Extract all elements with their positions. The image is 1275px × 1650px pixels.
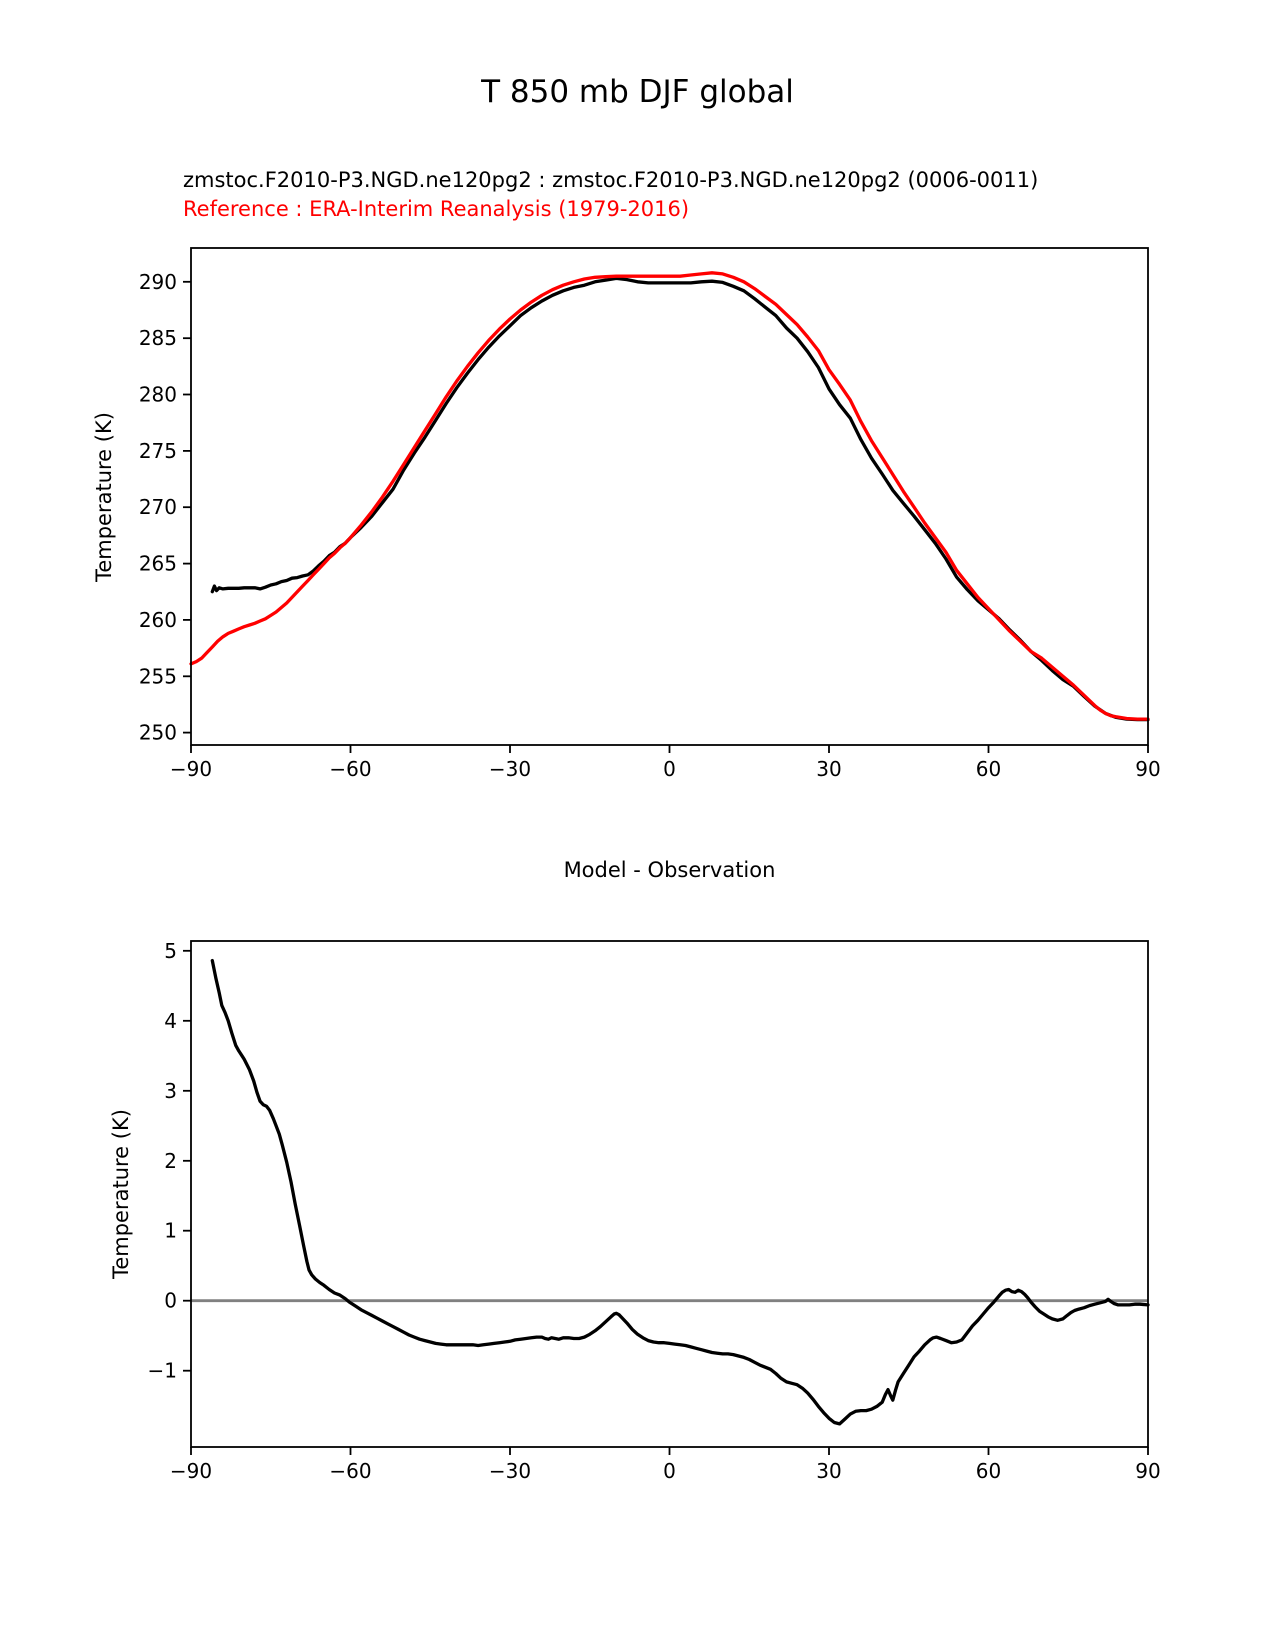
x-tick-label: −30 [488, 757, 532, 781]
x-tick-label: −30 [488, 1459, 532, 1483]
x-tick-label: 30 [816, 757, 842, 781]
y-tick-label: 250 [138, 720, 177, 745]
bottom-chart-y-axis-label: Temperature (K) [109, 1109, 133, 1279]
y-tick-label: 265 [138, 551, 177, 576]
series-reference-line [191, 273, 1148, 719]
y-tick-label: 2 [164, 1148, 177, 1173]
figure-title: T 850 mb DJF global [481, 74, 794, 110]
series-difference-line [212, 961, 1148, 1424]
axes-frame [191, 941, 1148, 1447]
y-tick-label: 255 [138, 664, 177, 689]
y-tick-label: 290 [138, 269, 177, 294]
x-tick-label: 90 [1135, 757, 1161, 781]
x-tick-label: 0 [663, 1459, 676, 1483]
x-tick-label: 30 [816, 1459, 842, 1483]
y-tick-label: 275 [138, 438, 177, 463]
y-tick-label: 3 [164, 1078, 177, 1103]
x-tick-label: 90 [1135, 1459, 1161, 1483]
y-tick-label: −1 [147, 1358, 177, 1383]
bottom-chart-title: Model - Observation [563, 858, 776, 882]
legend-reference-label: Reference : ERA-Interim Reanalysis (1979-2016) [183, 197, 690, 221]
axes-frame [191, 248, 1148, 745]
y-tick-label: 4 [164, 1008, 177, 1033]
top-chart-y-axis-label: Temperature (K) [92, 412, 116, 582]
y-tick-label: 0 [164, 1288, 177, 1313]
model-minus-observation-chart [148, 939, 1161, 1483]
t850-zonal-mean-chart [139, 248, 1161, 781]
x-tick-label: −60 [329, 1459, 372, 1483]
y-tick-label: 5 [164, 938, 177, 963]
series-model-line [212, 278, 1148, 719]
x-tick-label: 60 [975, 757, 1002, 781]
y-tick-label: 285 [138, 326, 177, 351]
x-tick-label: −90 [169, 1459, 213, 1483]
x-tick-label: 60 [975, 1459, 1002, 1483]
legend-model-label: zmstoc.F2010-P3.NGD.ne120pg2 : zmstoc.F2010-P3.NGD.ne120pg2 (0006-0011) [183, 168, 1039, 192]
y-tick-label: 260 [138, 607, 177, 632]
y-tick-label: 280 [138, 382, 177, 407]
y-tick-label: 1 [164, 1218, 177, 1243]
x-tick-label: 0 [663, 757, 676, 781]
x-tick-label: −60 [329, 757, 372, 781]
y-tick-label: 270 [138, 495, 177, 520]
x-tick-label: −90 [169, 757, 213, 781]
